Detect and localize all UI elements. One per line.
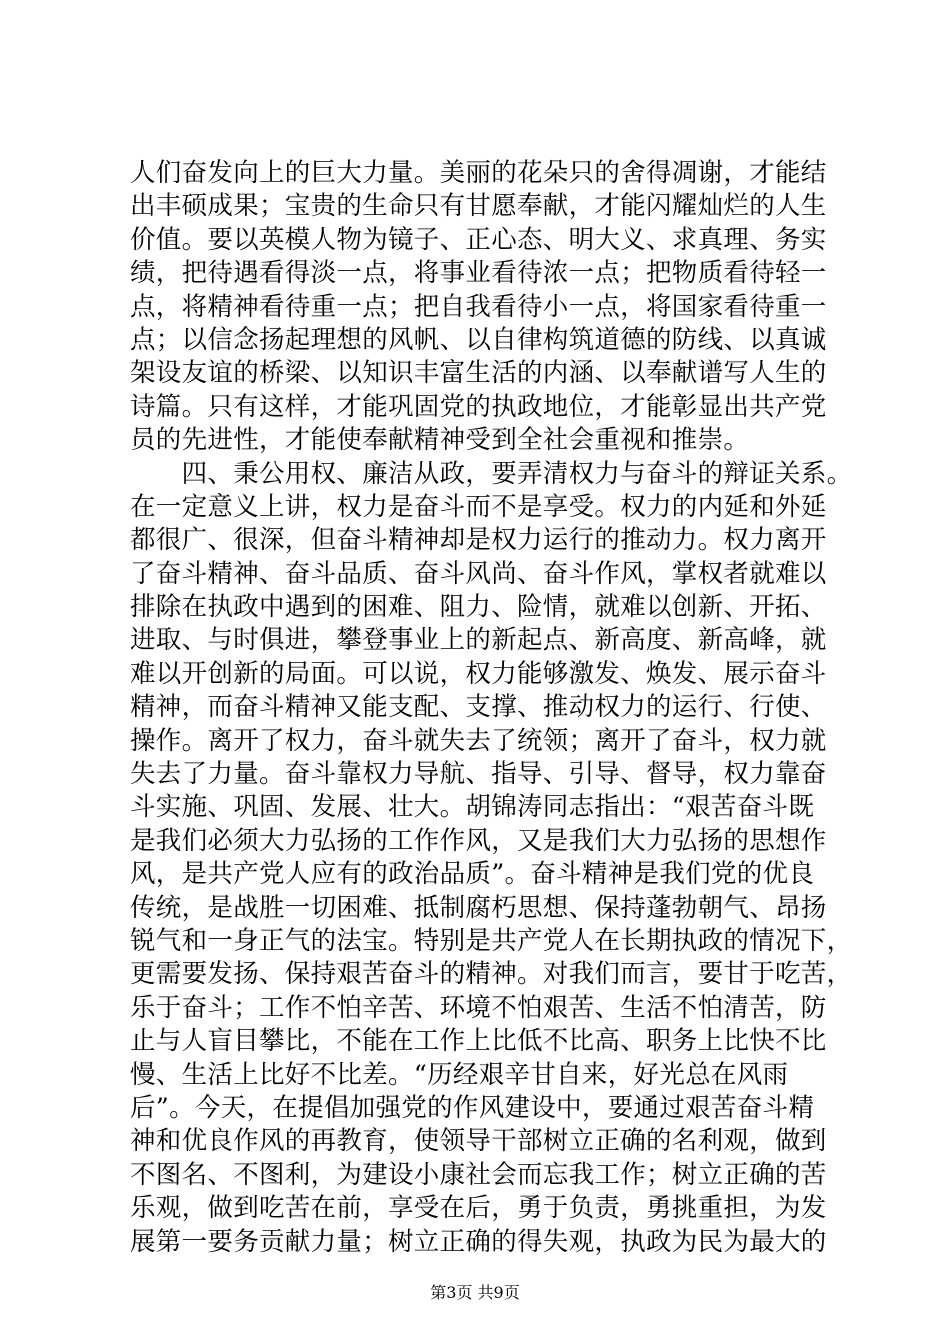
text-line: 慢、生活上比好不比差。“历经艰辛甘自来，好光总在风雨 xyxy=(130,1059,789,1090)
text-line: 神和优良作风的再教育，使领导干部树立正确的名利观，做到 xyxy=(130,1126,827,1157)
text-line: 锐气和一身正气的法宝。特别是共产党人在长期执政的情况下， xyxy=(130,925,853,956)
text-line: 员的先进性，才能使奉献精神受到全社会重视和推崇。 xyxy=(130,425,750,456)
text-line: 后”。今天，在提倡加强党的作风建设中，要通过艰苦奋斗精 xyxy=(130,1092,815,1123)
text-line: 在一定意义上讲，权力是奋斗而不是享受。权力的内延和外延 xyxy=(130,491,827,522)
text-line: 排除在执政中遇到的困难、阻力、险情，就难以创新、开拓、 xyxy=(130,592,827,623)
text-line: 价值。要以英模人物为镜子、正心态、明大义、求真理、务实 xyxy=(130,224,827,255)
text-line: 点，将精神看待重一点；把自我看待小一点，将国家看待重一 xyxy=(130,291,827,322)
text-line: 失去了力量。奋斗靠权力导航、指导、引导、督导，权力靠奋 xyxy=(130,759,827,790)
text-line: 精神，而奋斗精神又能支配、支撑、推动权力的运行、行使、 xyxy=(130,692,827,723)
section-heading-line: 四、秉公用权、廉洁从政，要弄清权力与奋斗的辩证关系。 xyxy=(130,458,853,489)
text-line: 架设友谊的桥梁、以知识丰富生活的内涵、以奉献谱写人生的 xyxy=(130,358,827,389)
text-line: 传统，是战胜一切困难、抵制腐朽思想、保持蓬勃朝气、昂扬 xyxy=(130,892,827,923)
text-line: 都很广、很深，但奋斗精神却是权力运行的推动力。权力离开 xyxy=(130,525,827,556)
text-line: 斗实施、巩固、发展、壮大。胡锦涛同志指出：“艰苦奋斗既 xyxy=(130,792,815,823)
body-text xyxy=(130,157,853,1259)
page-number-footer: 第3页 共9页 xyxy=(430,1283,520,1302)
text-line: 难以开创新的局面。可以说，权力能够激发、焕发、展示奋斗 xyxy=(130,658,827,689)
text-line: 乐于奋斗；工作不怕辛苦、环境不怕艰苦、生活不怕清苦，防 xyxy=(130,992,827,1023)
text-line: 止与人盲目攀比，不能在工作上比低不比高、职务上比快不比 xyxy=(130,1026,827,1057)
text-line: 点；以信念扬起理想的风帆、以自律构筑道德的防线、以真诚 xyxy=(130,324,827,355)
text-line: 展第一要务贡献力量；树立正确的得失观，执政为民为最大的 xyxy=(130,1226,827,1257)
text-line: 出丰硕成果；宝贵的生命只有甘愿奉献，才能闪耀灿烂的人生 xyxy=(130,191,827,222)
text-line: 操作。离开了权力，奋斗就失去了统领；离开了奋斗，权力就 xyxy=(130,725,827,756)
text-line: 风，是共产党人应有的政治品质”。奋斗精神是我们党的优良 xyxy=(130,859,815,890)
text-line: 绩，把待遇看得淡一点，将事业看待浓一点；把物质看待轻一 xyxy=(130,258,827,289)
text-line: 是我们必须大力弘扬的工作作风，又是我们大力弘扬的思想作 xyxy=(130,825,827,856)
text-line: 不图名、不图利，为建设小康社会而忘我工作；树立正确的苦 xyxy=(130,1159,827,1190)
text-line: 诗篇。只有这样，才能巩固党的执政地位，才能彰显出共产党 xyxy=(130,391,827,422)
text-line: 了奋斗精神、奋斗品质、奋斗风尚、奋斗作风，掌权者就难以 xyxy=(130,558,827,589)
text-line: 人们奋发向上的巨大力量。美丽的花朵只的舍得凋谢，才能结 xyxy=(130,158,827,188)
text-line: 更需要发扬、保持艰苦奋斗的精神。对我们而言，要甘于吃苦， xyxy=(130,959,853,990)
text-line: 乐观，做到吃苦在前，享受在后，勇于负责，勇挑重担，为发 xyxy=(130,1193,827,1224)
text-line: 进取、与时俱进，攀登事业上的新起点、新高度、新高峰，就 xyxy=(130,625,827,656)
